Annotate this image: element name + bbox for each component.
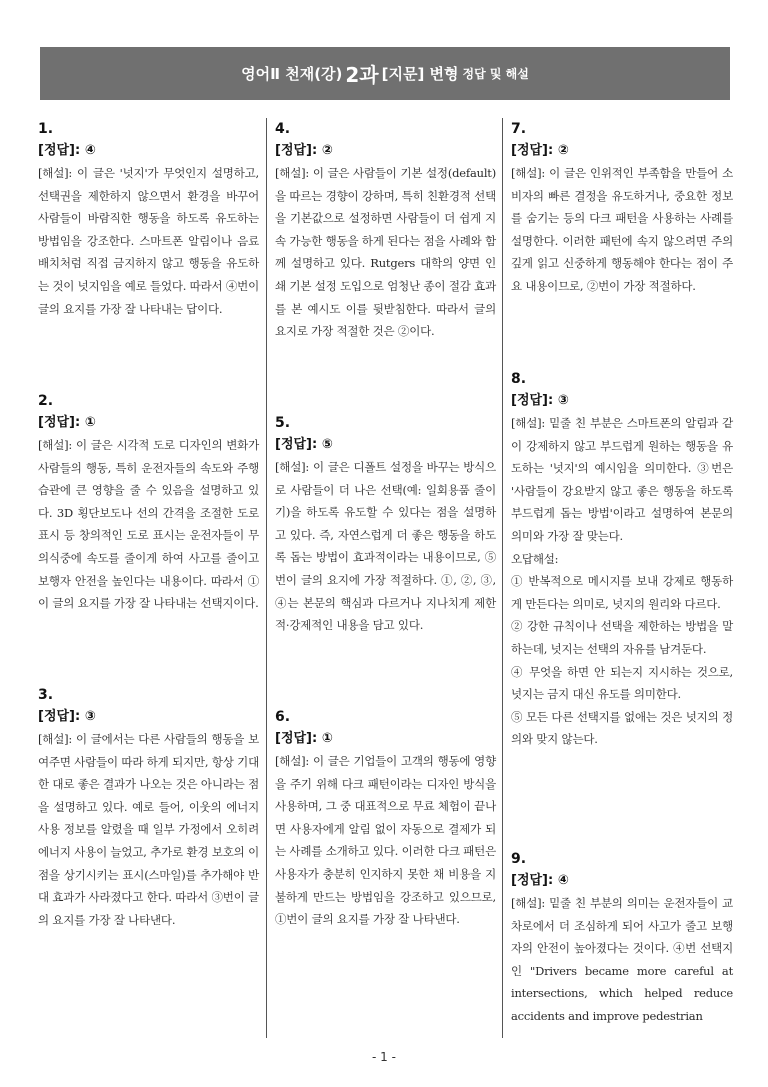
explanation [38, 728, 259, 931]
wrong-answer-2: ② 강한 규칙이나 선택을 제한하는 방법을 말하는데, 넛지는 선택의 자유를 남겨둔다. [511, 619, 733, 656]
wrong-answer-1: ① 반복적으로 메시지를 보내 강제로 행동하게 만든다는 의미로, 넛지의 원리와 다르다. [511, 574, 733, 611]
question-number: 3. [38, 687, 54, 703]
explanation [511, 412, 733, 751]
explanation-text: [해설]: 이 글은 디폴트 설정을 바꾸는 방식으로 사람들이 더 나은 선택(예: 일회용품 줄이기)을 하도록 유도할 수 있다는 점을 설명하고 있다. 즉, 자연스럽게 더 좋은 행동을 하도록 돕는 방법이 효과적이라는 내용이므로, ⑤번이 글의 요지에 가장 적절하다. ①, ②, ③, ④는 본문의 핵심과 다르거나 지나치게 제한적·강제적인 내용을 담고 있다. [275, 460, 496, 633]
answer-label: [정답]: ② [275, 143, 333, 158]
answer-item-3 [38, 684, 259, 931]
explanation-text: [해설]: 이 글에서는 다른 사람들의 행동을 보여주면 사람들이 따라 하게 되지만, 항상 기대한 대로 좋은 결과가 나오는 것은 아니라는 점을 설명하고 있다. 예로 들어, 이웃의 에너지 사용 정보를 알렸을 때 일부 가정에서 오히려 에너지 사용이 늘었고, 추가로 환경 보호의 이점을 상기시키는 표시(스마일)를 추가해야 반대 효과가 사라졌다고 한다. 따라서 ③번이 글의 요지를 가장 잘 나타낸다. [38, 732, 259, 927]
page-number: - 1 - [372, 1050, 396, 1064]
explanation [275, 456, 496, 637]
title-lesson: 2과 [345, 63, 379, 87]
title-type: [지문] 변형 [381, 65, 459, 83]
explanation [275, 162, 496, 343]
answer-item-9 [511, 848, 733, 1028]
explanation-text: [해설]: 이 글은 기업들이 고객의 행동에 영향을 주기 위해 다크 패턴이라는 디자인 방식을 사용하며, 그 중 대표적으로 무료 체험이 끝나면 사용자에게 알림 없이 자동으로 결제가 되는 사례를 소개하고 있다. 이러한 다크 패턴은 사용자가 충분히 인지하지 못한 채 비용을 지불하게 만드는 방법임을 강조하고 있으므로, ①번이 글의 요지를 가장 잘 나타낸다. [275, 754, 496, 927]
answer-item-2 [38, 390, 259, 615]
explanation-text: [해설]: 이 글은 인위적인 부족함을 만들어 소비자의 빠른 결정을 유도하거나, 중요한 정보를 숨기는 등의 다크 패턴을 사용하는 사례를 설명한다. 이러한 패턴에 속지 않으려면 주의 깊게 읽고 신중하게 행동해야 한다는 점이 주요 내용이므로, ②번이 가장 적절하다. [511, 166, 733, 293]
answer-label: [정답]: ② [511, 143, 569, 158]
question-number: 6. [275, 709, 291, 725]
wrong-answer-heading: 오답해설: [511, 551, 559, 566]
explanation-text: [해설]: 이 글은 '넛지'가 무엇인지 설명하고, 선택권을 제한하지 않으면서 환경을 바꾸어 사람들이 바람직한 행동을 하도록 유도하는 방법임을 강조한다. 스마트폰 알림이나 음료 배치처럼 직접 금지하지 않고 행동을 유도하는 것이 넛지임을 예로 들었다. 따라서 ④번이 글의 요지를 가장 잘 나타내는 답이다. [38, 166, 259, 316]
column-divider [502, 118, 503, 1038]
title-suffix: 정답 및 해설 [462, 67, 529, 81]
explanation [275, 750, 496, 931]
answer-item-5 [275, 412, 496, 637]
answer-label: [정답]: ④ [511, 873, 569, 888]
explanation [511, 892, 733, 1028]
answer-label: [정답]: ④ [38, 143, 96, 158]
question-number: 2. [38, 393, 54, 409]
answer-label: [정답]: ③ [38, 709, 96, 724]
explanation [38, 434, 259, 615]
column-divider [266, 118, 267, 1038]
title-subject: 영어Ⅱ 천재(강) [241, 65, 343, 83]
answer-item-4 [275, 118, 496, 343]
answer-item-1 [38, 118, 259, 320]
explanation-text: [해설]: 이 글은 사람들이 기본 설정(default)을 따르는 경향이 강하며, 특히 친환경적 선택을 기본값으로 설정하면 사람들이 더 쉽게 지속 가능한 행동을 하게 된다는 점을 사례와 함께 설명하고 있다. Rutgers 대학의 양면 인쇄 기본 설정 도입으로 엄청난 종이 절감 효과를 본 예시도 이를 뒷받침한다. 따라서 글의 요지로 가장 적절한 것은 ②이다. [275, 166, 496, 339]
answer-label: [정답]: ③ [511, 393, 569, 408]
answer-item-8 [511, 368, 733, 751]
question-number: 8. [511, 371, 527, 387]
wrong-answer-4: ④ 무엇을 하면 안 되는지 지시하는 것으로, 넛지는 금지 대신 유도를 의미한다. [511, 664, 733, 702]
title-banner [40, 47, 730, 100]
question-number: 1. [38, 121, 54, 137]
answer-label: [정답]: ⑤ [275, 437, 333, 452]
explanation-text: [해설]: 밑줄 친 부분은 스마트폰의 알림과 같이 강제하지 않고 부드럽게 원하는 행동을 유도하는 '넛지'의 예시임을 의미한다. ③번은 '사람들이 강요받지 않고 좋은 행동을 하도록 부드럽게 돕는 방법'이라고 설명하여 본문의 의미와 가장 잘 맞는다. [511, 416, 733, 543]
question-number: 5. [275, 415, 291, 431]
question-number: 7. [511, 121, 527, 137]
explanation-text: [해설]: 이 글은 시각적 도로 디자인의 변화가 사람들의 행동, 특히 운전자들의 속도와 주행 습관에 큰 영향을 줄 수 있음을 설명하고 있다. 3D 횡단보도나 선의 간격을 조절한 도로 표시 등 창의적인 도로 표시는 운전자들이 무의식중에 속도를 줄이게 하여 사고를 줄이고 보행자 안전을 높인다는 내용이다. 따라서 ①이 글의 요지를 가장 잘 나타내는 선택지이다. [38, 438, 259, 611]
answer-item-7 [511, 118, 733, 298]
answer-item-6 [275, 706, 496, 931]
answer-label: [정답]: ① [275, 731, 333, 746]
question-number: 4. [275, 121, 291, 137]
explanation-text: [해설]: 밑줄 친 부분의 의미는 운전자들이 교차로에서 더 조심하게 되어 사고가 줄고 보행자의 안전이 높아졌다는 것이다. ④번 선택지인 "Drivers became more careful at intersections, which helped reduce accidents and improve pedestrian [511, 896, 733, 1023]
question-number: 9. [511, 851, 527, 867]
wrong-answer-5: ⑤ 모든 다른 선택지를 없애는 것은 넛지의 정의와 맞지 않는다. [511, 709, 733, 747]
explanation [511, 162, 733, 298]
explanation [38, 162, 259, 320]
answer-label: [정답]: ① [38, 415, 96, 430]
